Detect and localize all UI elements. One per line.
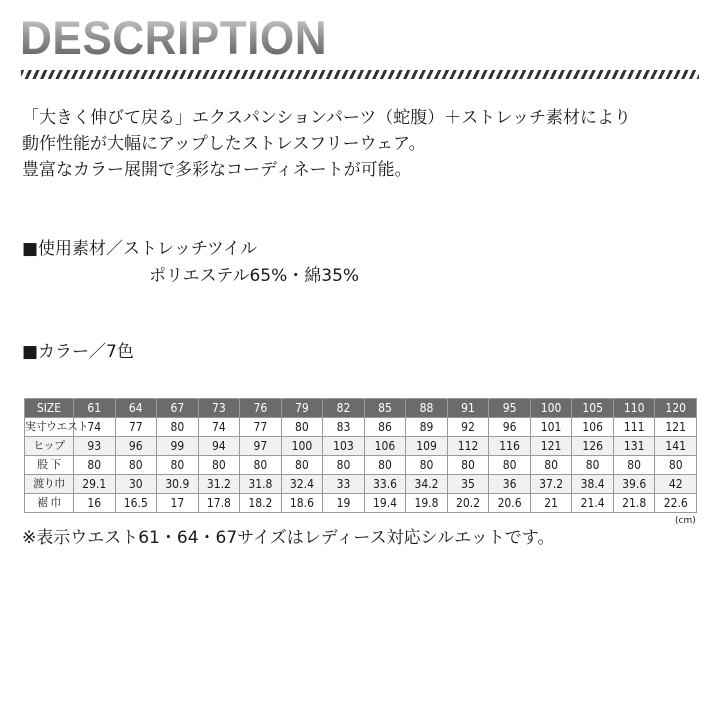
table-cell: 92 (447, 418, 489, 437)
table-cell: 33 (323, 475, 365, 494)
table-cell: 80 (157, 456, 199, 475)
size-header-cell: 95 (489, 399, 531, 418)
table-cell: 103 (323, 437, 365, 456)
size-header-cell: 79 (281, 399, 323, 418)
table-cell: 77 (115, 418, 157, 437)
table-cell: 18.6 (281, 494, 323, 513)
row-label: 実寸ウエスト (25, 418, 74, 437)
table-cell: 77 (240, 418, 282, 437)
size-header-cell: 100 (530, 399, 572, 418)
description-heading: DESCRIPTION (20, 11, 328, 64)
hatched-divider (21, 70, 699, 79)
table-cell: 116 (489, 437, 531, 456)
table-cell: 80 (572, 456, 614, 475)
table-cell: 83 (323, 418, 365, 437)
table-cell: 30.9 (157, 475, 199, 494)
table-cell: 80 (406, 456, 448, 475)
table-cell: 38.4 (572, 475, 614, 494)
table-cell: 22.6 (655, 494, 697, 513)
table-cell: 80 (157, 418, 199, 437)
table-row (25, 475, 697, 494)
table-cell: 80 (364, 456, 406, 475)
table-cell: 121 (655, 418, 697, 437)
table-cell: 94 (198, 437, 240, 456)
table-cell: 80 (530, 456, 572, 475)
size-header-label: SIZE (25, 399, 74, 418)
size-header-cell: 105 (572, 399, 614, 418)
table-cell: 20.6 (489, 494, 531, 513)
size-table (24, 398, 697, 513)
table-cell: 80 (613, 456, 655, 475)
table-cell: 21 (530, 494, 572, 513)
table-cell: 31.8 (240, 475, 282, 494)
table-row (25, 437, 697, 456)
row-label: ヒップ (25, 437, 74, 456)
table-cell: 80 (447, 456, 489, 475)
size-header-cell: 91 (447, 399, 489, 418)
material-composition: ポリエステル65%・綿35% (149, 266, 360, 286)
unit-label: (cm) (675, 516, 696, 526)
table-cell: 42 (655, 475, 697, 494)
table-cell: 106 (572, 418, 614, 437)
table-cell: 21.8 (613, 494, 655, 513)
size-header-cell: 67 (157, 399, 199, 418)
size-header-cell: 76 (240, 399, 282, 418)
table-cell: 19 (323, 494, 365, 513)
table-cell: 80 (281, 456, 323, 475)
size-header-cell: 110 (613, 399, 655, 418)
table-cell: 35 (447, 475, 489, 494)
table-cell: 17 (157, 494, 199, 513)
table-cell: 30 (115, 475, 157, 494)
intro-line: 動作性能が大幅にアップしたストレスフリーウェア。 (22, 134, 426, 154)
table-cell: 34.2 (406, 475, 448, 494)
table-cell: 80 (323, 456, 365, 475)
table-cell: 80 (240, 456, 282, 475)
table-cell: 112 (447, 437, 489, 456)
table-cell: 141 (655, 437, 697, 456)
table-cell: 80 (489, 456, 531, 475)
size-header-cell: 88 (406, 399, 448, 418)
table-cell: 106 (364, 437, 406, 456)
table-cell: 37.2 (530, 475, 572, 494)
table-cell: 32.4 (281, 475, 323, 494)
table-cell: 36 (489, 475, 531, 494)
table-cell: 74 (198, 418, 240, 437)
table-cell: 20.2 (447, 494, 489, 513)
size-header-cell: 64 (115, 399, 157, 418)
table-cell: 16 (74, 494, 116, 513)
table-cell: 96 (489, 418, 531, 437)
table-cell: 121 (530, 437, 572, 456)
size-header-cell: 120 (655, 399, 697, 418)
table-cell: 101 (530, 418, 572, 437)
table-cell: 80 (115, 456, 157, 475)
size-header-cell: 82 (323, 399, 365, 418)
table-cell: 17.8 (198, 494, 240, 513)
table-cell: 31.2 (198, 475, 240, 494)
table-cell: 16.5 (115, 494, 157, 513)
row-label: 裾 巾 (25, 494, 74, 513)
size-header-cell: 73 (198, 399, 240, 418)
table-cell: 18.2 (240, 494, 282, 513)
table-cell: 126 (572, 437, 614, 456)
table-cell: 100 (281, 437, 323, 456)
table-cell: 80 (655, 456, 697, 475)
table-cell: 29.1 (74, 475, 116, 494)
table-cell: 19.8 (406, 494, 448, 513)
intro-text (22, 105, 631, 183)
size-header-cell: 61 (74, 399, 116, 418)
table-cell: 80 (281, 418, 323, 437)
table-cell: 21.4 (572, 494, 614, 513)
intro-line: 「大きく伸びて戻る」エクスパンションパーツ（蛇腹）＋ストレッチ素材により (22, 108, 632, 128)
table-cell: 19.4 (364, 494, 406, 513)
size-table-body (25, 418, 697, 513)
size-table-header (25, 399, 697, 418)
material-label: ■使用素材／ストレッチツイル (22, 239, 258, 259)
color-label: ■カラー／7色 (22, 342, 134, 362)
table-cell: 80 (74, 456, 116, 475)
table-cell: 86 (364, 418, 406, 437)
size-header-row (25, 399, 697, 418)
table-cell: 99 (157, 437, 199, 456)
table-row (25, 456, 697, 475)
table-cell: 74 (74, 418, 116, 437)
size-header-cell: 85 (364, 399, 406, 418)
table-row (25, 494, 697, 513)
row-label: 渡り巾 (25, 475, 74, 494)
table-cell: 33.6 (364, 475, 406, 494)
footnote: ※表示ウエスト61・64・67サイズはレディース対応シルエットです。 (22, 528, 555, 548)
table-cell: 111 (613, 418, 655, 437)
table-cell: 80 (198, 456, 240, 475)
table-row (25, 418, 697, 437)
table-cell: 39.6 (613, 475, 655, 494)
table-cell: 96 (115, 437, 157, 456)
table-cell: 93 (74, 437, 116, 456)
intro-line: 豊富なカラー展開で多彩なコーディネートが可能。 (22, 160, 412, 180)
table-cell: 97 (240, 437, 282, 456)
table-cell: 109 (406, 437, 448, 456)
row-label: 股 下 (25, 456, 74, 475)
table-cell: 131 (613, 437, 655, 456)
table-cell: 89 (406, 418, 448, 437)
